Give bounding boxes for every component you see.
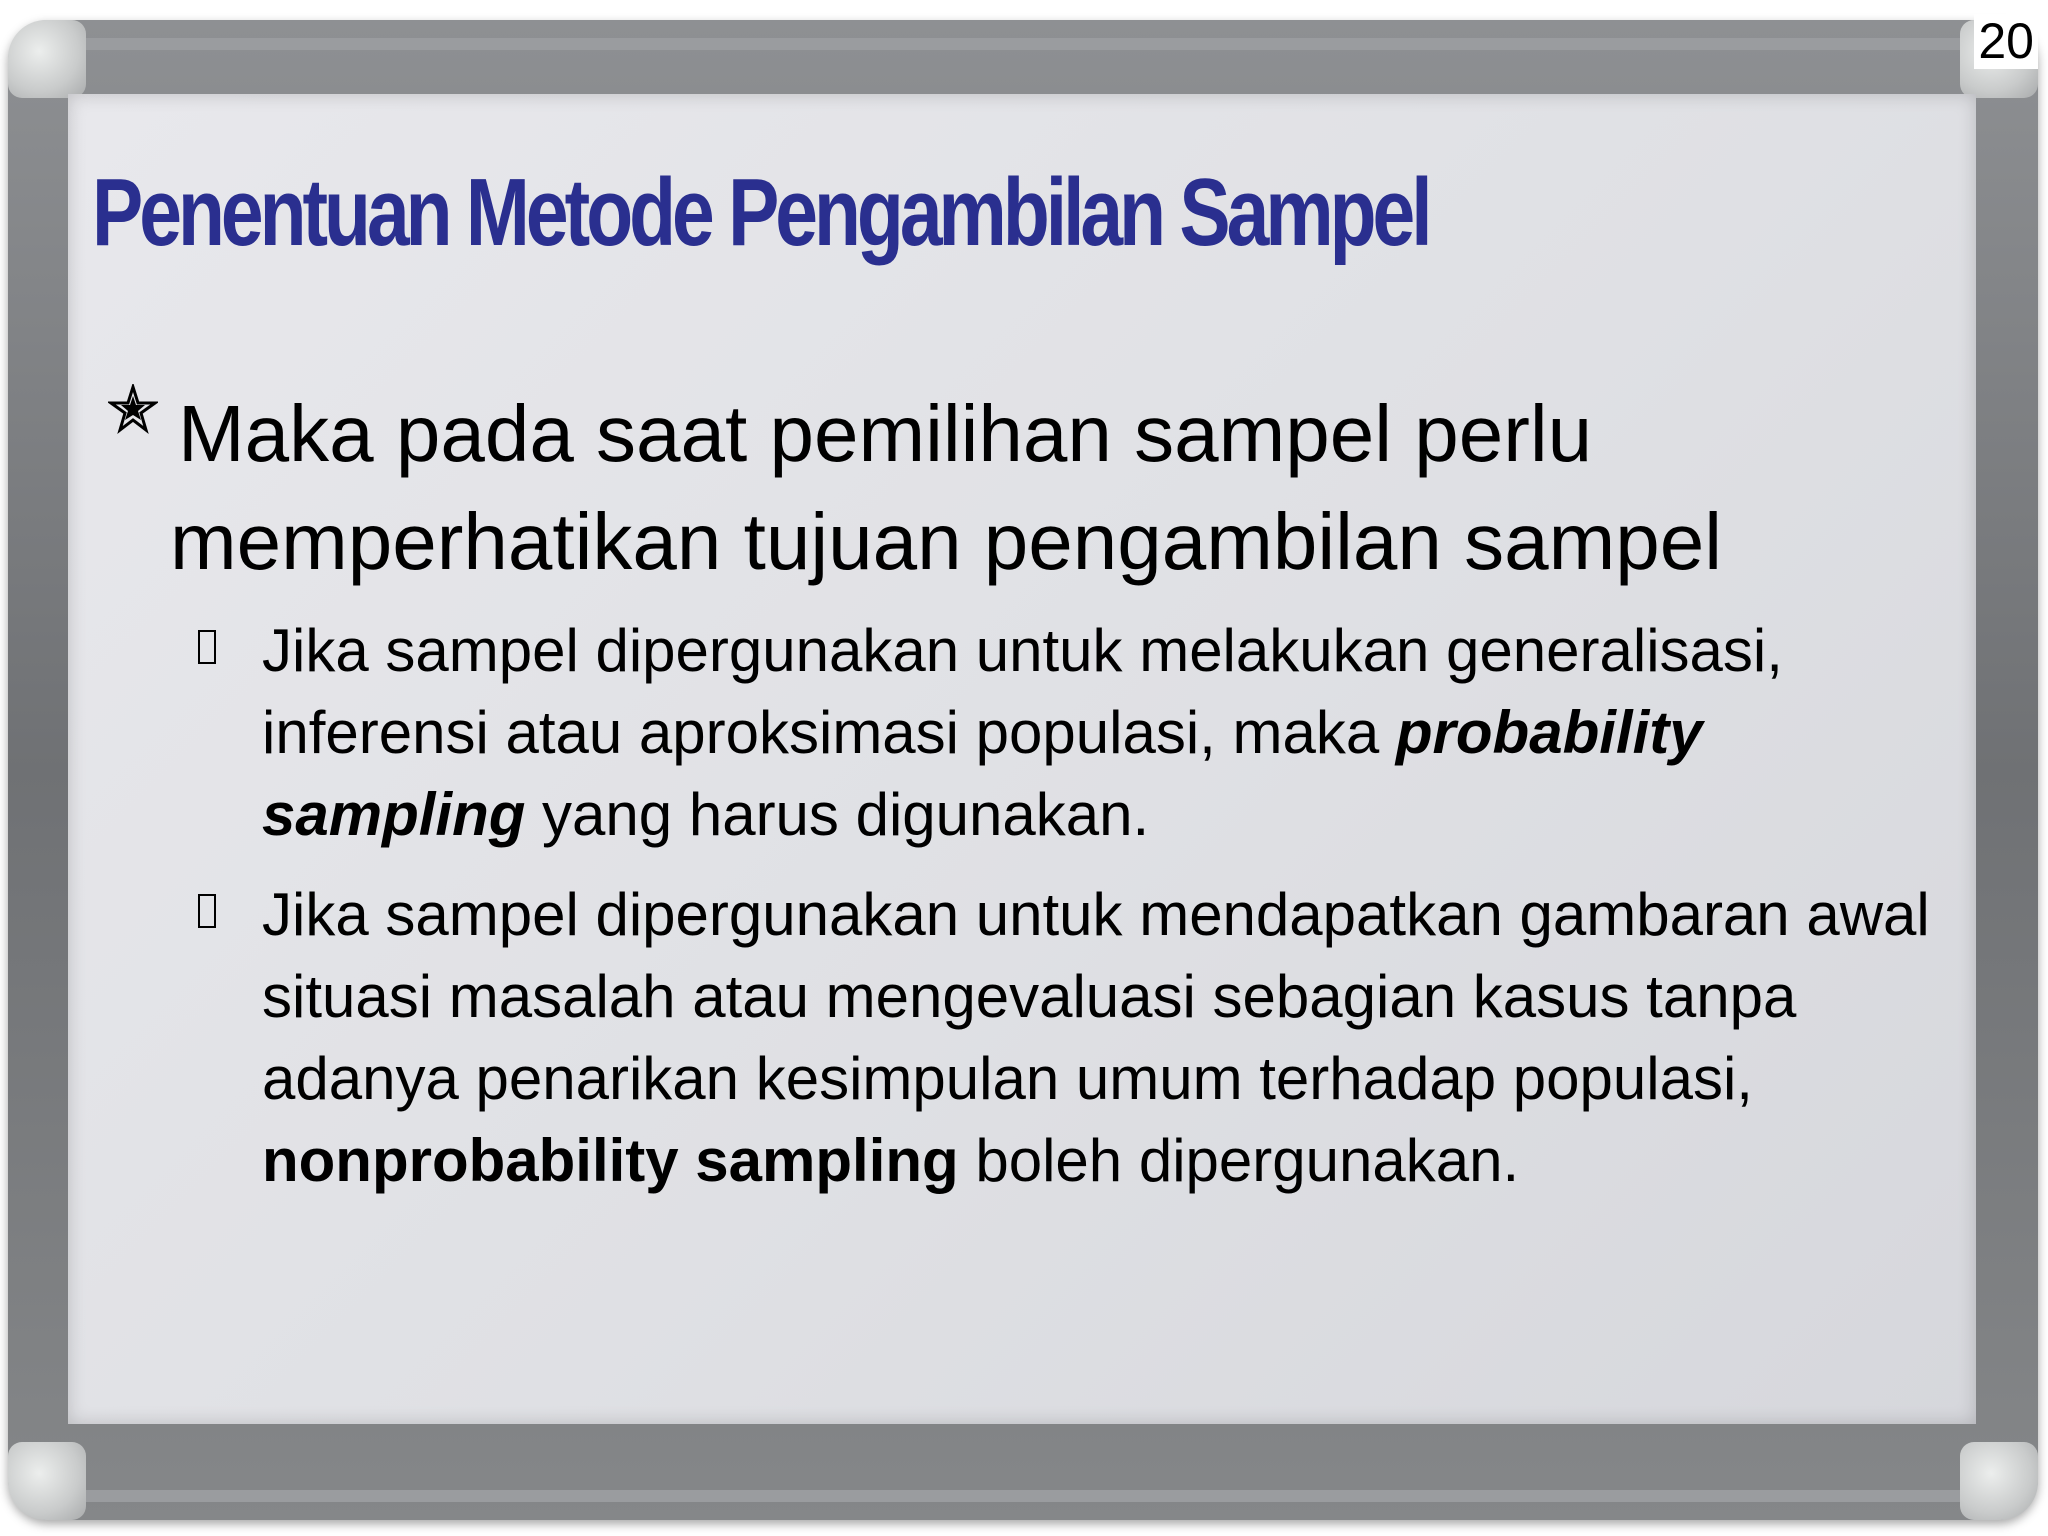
sub-bullet-text: Jika sampel dipergunakan untuk melakukan generalisasi, inferensi atau aproksimasi populasi, maka [262,617,1783,766]
slide-title: Penentuan Metode Pengambilan Sampel [92,159,1429,266]
square-bullet-icon [198,630,216,664]
main-bullet-point [108,380,1978,596]
frame-corner-bottom-right [1960,1442,2038,1520]
frame-top-rail [68,38,1978,50]
sub-bullet-item [196,610,1956,856]
frame-corner-top-left [8,20,86,98]
square-bullet-icon [198,894,216,928]
star-outline-icon [108,384,158,434]
page-number: 20 [1974,14,2038,69]
main-bullet-text [172,380,1978,596]
sub-bullet-list [196,610,1956,1220]
sub-bullet-item [196,874,1956,1202]
main-bullet-line-2: memperhatikan tujuan pengambilan sampel [170,497,1723,586]
sub-bullet-text-end: boleh dipergunakan. [958,1127,1520,1194]
frame-corner-bottom-left [8,1442,86,1520]
sub-bullet-emphasis: probability sampling [262,699,1703,848]
main-bullet-line-1: Maka pada saat pemilihan sampel perlu [178,389,1593,478]
sub-bullet-text-end: yang harus digunakan. [525,781,1150,848]
sub-bullet-emphasis: nonprobability sampling [262,1127,959,1194]
frame-bottom-rail [68,1490,1978,1502]
sub-bullet-text: Jika sampel dipergunakan untuk mendapatkan gambaran awal situasi masalah atau mengevaluasi sebagian kasus tanpa adanya penarikan kesimpulan umum terhadap populasi, [262,881,1930,1112]
